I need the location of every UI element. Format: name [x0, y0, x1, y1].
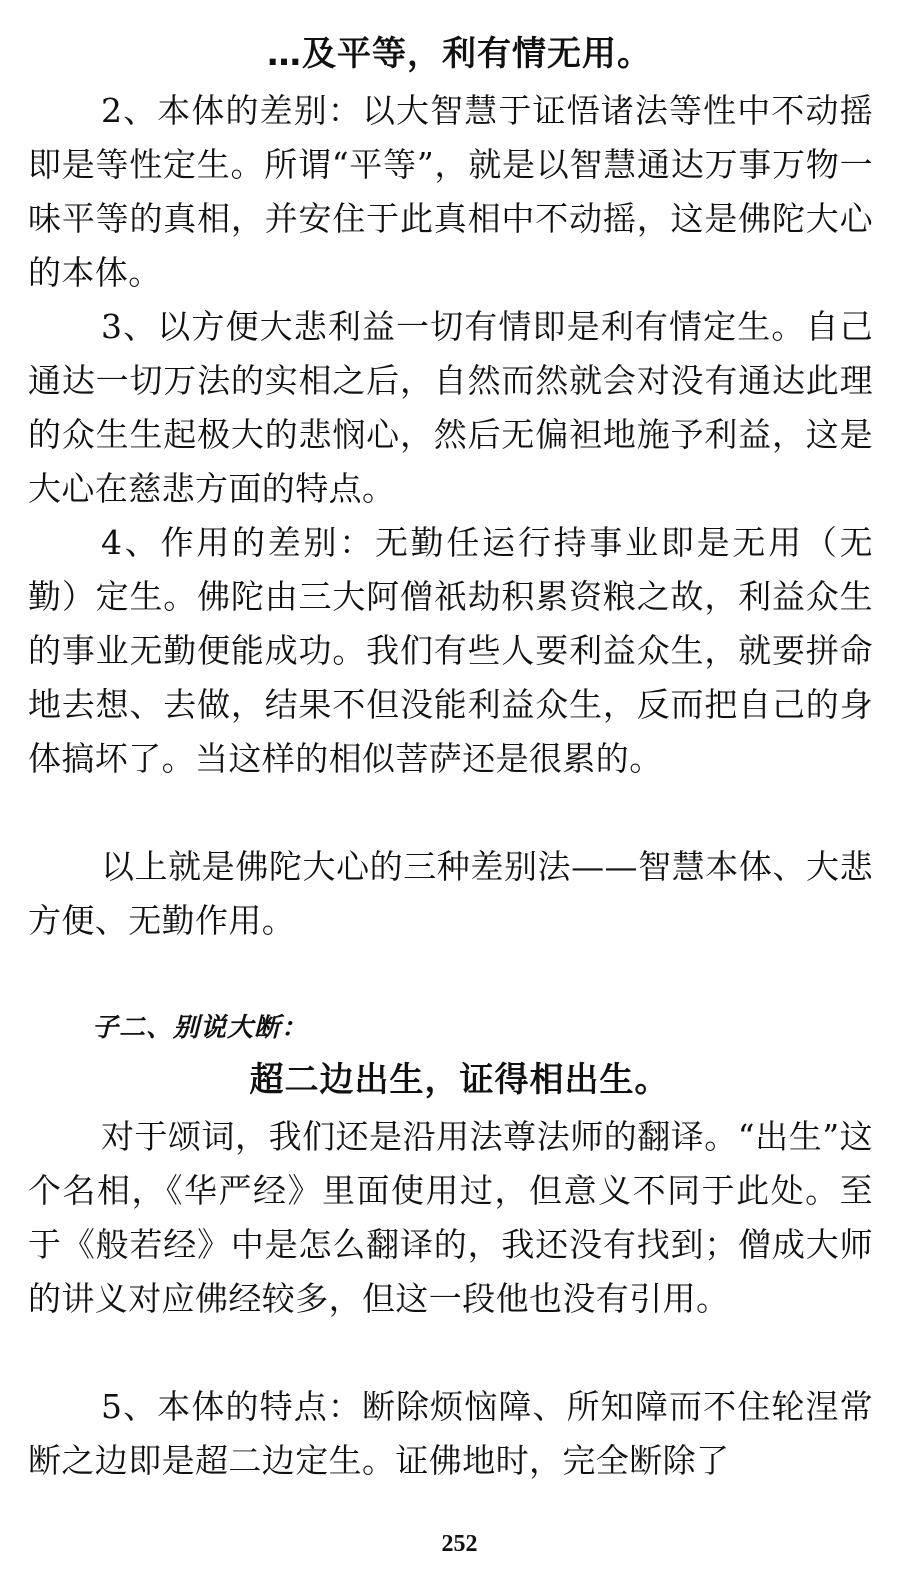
paragraph-summary: 以上就是佛陀大心的三种差别法——智慧本体、大悲方便、无勤作用。 [28, 847, 873, 940]
paragraph-function: 4、作用的差别：无勤任运行持事业即是无用（无勤）定生。佛陀由三大阿僧祇劫积累资粮之故，利益众生的事业无勤便能成功。我们有些人要利益众生，就要拼命地去想、去做，结果不但没能利益众生，反而把自己的身体搞坏了。当这样的相似菩萨还是很累的。 [28, 523, 873, 778]
section-heading: 子二、别说大断： [92, 1013, 309, 1043]
paragraph-compassion: 3、以方便大悲利益一切有情即是利有情定生。自己通达一切万法的实相之后，自然而然就会对没有通达此理的众生生起极大的悲悯心，然后无偏袒地施予利益，这是大心在慈悲方面的特点。 [28, 307, 873, 508]
verse-top: …及平等，利有情无用。 [267, 34, 652, 74]
paragraph-essence: 2、本体的差别：以大智慧于证悟诸法等性中不动摇即是等性定生。所谓“平等”，就是以智慧通达万事万物一味平等的真相，并安住于此真相中不动摇，这是佛陀大心的本体。 [28, 91, 873, 292]
paragraph-translation-note: 对于颂词，我们还是沿用法尊法师的翻译。“出生”这个名相，《华严经》里面使用过，但意义不同于此处。至于《般若经》中是怎么翻译的，我还没有找到；僧成大师的讲义对应佛经较多，但这一段他也没有引用。 [28, 1117, 873, 1318]
verse-section: 超二边出生，证得相出生。 [249, 1060, 670, 1100]
page-number: 252 [441, 1531, 478, 1557]
paragraph-beyond-extremes: 5、本体的特点：断除烦恼障、所知障而不住轮涅常断之边即是超二边定生。证佛地时，完全断除了 [28, 1387, 873, 1480]
